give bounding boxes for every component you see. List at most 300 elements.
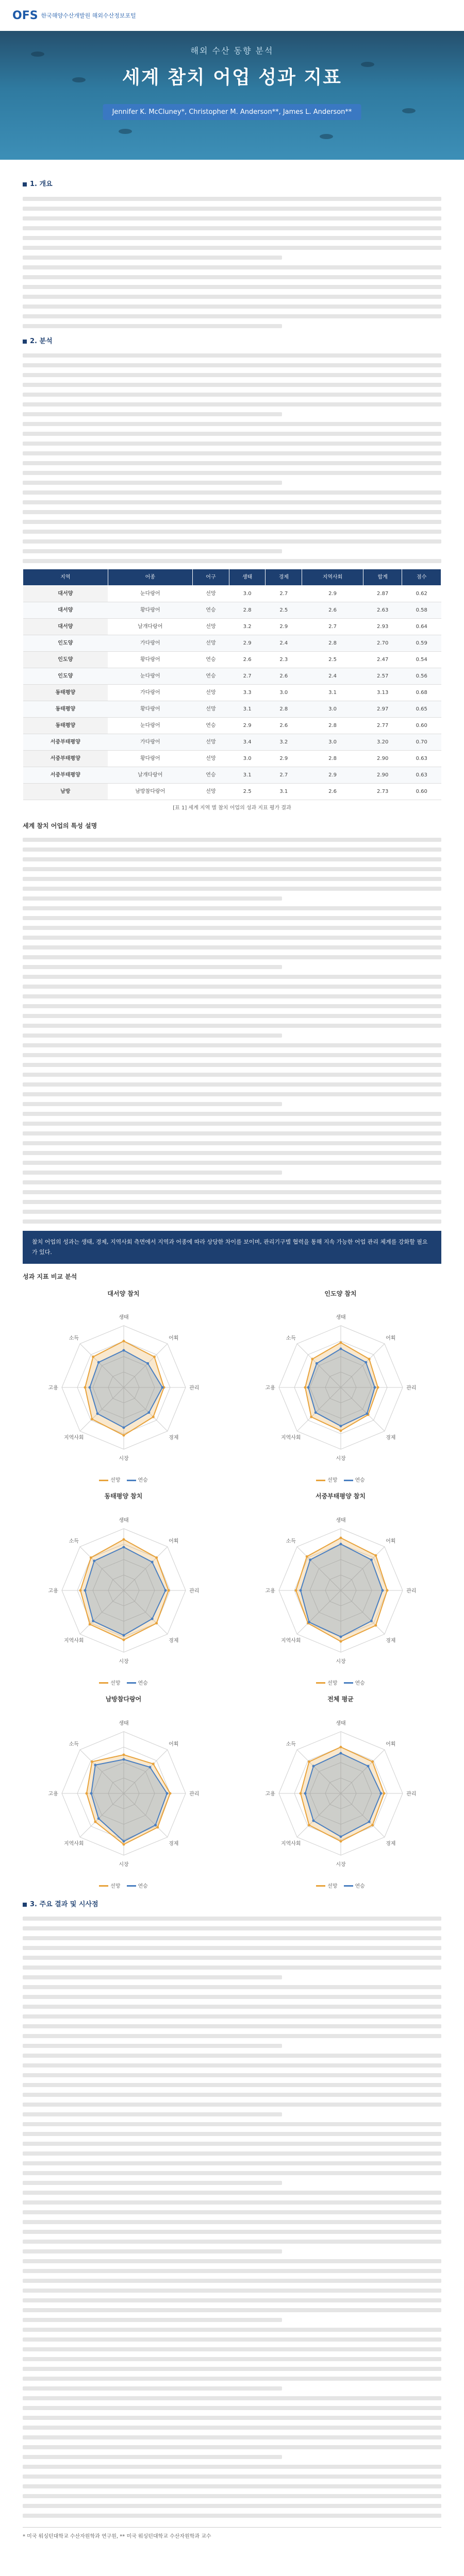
data-point — [339, 1745, 342, 1748]
performance-table — [23, 569, 441, 800]
text-line-placeholder — [23, 1092, 441, 1096]
legend-item: 연승 — [344, 1476, 365, 1485]
axis-label: 소득 — [69, 1335, 79, 1342]
text-block — [23, 1917, 441, 2518]
data-point — [371, 1760, 374, 1763]
table-cell: 2.8 — [302, 751, 363, 767]
table-header-row — [23, 569, 441, 586]
data-point — [164, 1589, 167, 1592]
table-cell: 2.9 — [266, 619, 302, 635]
table-header-cell: 합계 — [363, 569, 402, 586]
axis-label: 소득 — [286, 1741, 296, 1748]
text-line-placeholder — [23, 1033, 282, 1038]
axis-label: 어획 — [168, 1335, 178, 1342]
axis-label: 소득 — [286, 1335, 296, 1342]
table-cell: 황다랑어 — [108, 701, 193, 718]
axis-label: 경제 — [385, 1435, 395, 1442]
data-point — [88, 1623, 91, 1625]
radar-chart — [240, 1288, 441, 1486]
data-point — [88, 1386, 91, 1389]
text-line-placeholder — [23, 500, 441, 504]
chart-legend — [240, 1679, 441, 1688]
text-line-placeholder — [23, 2484, 441, 2488]
text-line-placeholder — [23, 867, 441, 871]
table-cell: 연승 — [193, 668, 229, 685]
data-point — [148, 1766, 151, 1768]
fish-decoration — [31, 52, 44, 57]
text-line-placeholder — [23, 2054, 441, 2058]
text-line-placeholder — [23, 1180, 441, 1184]
table-cell: 2.6 — [266, 718, 302, 734]
text-line-placeholder — [23, 985, 441, 989]
table-cell: 동태평양 — [23, 685, 108, 701]
axis-label: 경제 — [168, 1841, 178, 1847]
data-point — [307, 1621, 310, 1623]
table-cell: 2.93 — [363, 619, 402, 635]
axis-label: 고용 — [48, 1385, 58, 1392]
table-cell: 3.0 — [266, 685, 302, 701]
text-line-placeholder — [23, 2083, 441, 2087]
table-row — [23, 767, 441, 784]
text-line-placeholder — [23, 1946, 441, 1950]
data-point — [367, 1765, 369, 1767]
text-line-placeholder — [23, 461, 441, 465]
axis-label: 지역사회 — [63, 1638, 84, 1644]
data-point — [312, 1819, 314, 1822]
data-point — [339, 1543, 342, 1546]
axis-label: 소득 — [286, 1538, 296, 1545]
table-cell: 3.0 — [302, 734, 363, 751]
text-line-placeholder — [23, 2122, 441, 2126]
text-line-placeholder — [23, 471, 441, 475]
article-body — [0, 160, 464, 2541]
text-line-placeholder — [23, 2210, 441, 2214]
legend-item: 선망 — [99, 1882, 120, 1891]
table-cell: 2.73 — [363, 784, 402, 800]
legend-swatch — [127, 1885, 136, 1887]
fish-decoration — [361, 62, 374, 67]
table-row — [23, 751, 441, 767]
text-line-placeholder — [23, 2220, 441, 2224]
section-heading — [23, 1899, 441, 1911]
legend-swatch — [316, 1682, 325, 1684]
axis-label: 시장 — [335, 1658, 346, 1665]
text-line-placeholder — [23, 1043, 441, 1047]
data-point — [366, 1413, 368, 1415]
data-point — [90, 1760, 93, 1763]
text-line-placeholder — [23, 1936, 441, 1940]
table-cell: 황다랑어 — [108, 652, 193, 668]
data-point — [79, 1589, 81, 1592]
text-line-placeholder — [23, 2142, 441, 2146]
data-point — [339, 1430, 342, 1432]
text-line-placeholder — [23, 2455, 282, 2459]
text-line-placeholder — [23, 2318, 282, 2322]
axis-label: 고용 — [265, 1791, 275, 1797]
table-cell: 동태평양 — [23, 701, 108, 718]
legend-swatch — [316, 1885, 325, 1887]
axis-label: 지역사회 — [280, 1435, 301, 1442]
data-point — [122, 1840, 125, 1842]
radar-charts-grid — [23, 1288, 441, 1891]
table-row — [23, 685, 441, 701]
text-line-placeholder — [23, 383, 441, 387]
chart-legend — [23, 1476, 224, 1485]
table-cell: 가다랑어 — [108, 685, 193, 701]
data-point — [339, 1840, 342, 1842]
text-line-placeholder — [23, 2230, 441, 2234]
text-line-placeholder — [23, 207, 441, 211]
data-point — [97, 1361, 100, 1364]
legend-swatch — [127, 1682, 136, 1684]
legend-item: 연승 — [344, 1679, 365, 1688]
data-point — [307, 1824, 310, 1826]
text-line-placeholder — [23, 2445, 441, 2449]
text-line-placeholder — [23, 1014, 441, 1018]
data-point — [165, 1792, 168, 1794]
chart-title: 대서양 참치 — [107, 1290, 140, 1297]
text-line-placeholder — [23, 2337, 441, 2342]
table-cell: 2.8 — [302, 718, 363, 734]
text-line-placeholder — [23, 2504, 441, 2508]
data-point — [311, 1358, 313, 1361]
data-point — [154, 1824, 157, 1826]
text-line-placeholder — [23, 1161, 441, 1165]
authors-badge: Jennifer K. McCluney*, Christopher M. Anderson**, James L. Anderson** — [103, 104, 361, 120]
page-title: 세계 참치 어업 성과 지표 — [122, 67, 342, 88]
legend-item: 선망 — [99, 1476, 120, 1485]
radar-chart — [23, 1288, 224, 1486]
legend-swatch — [99, 1682, 108, 1684]
text-line-placeholder — [23, 197, 441, 201]
table-cell: 가다랑어 — [108, 734, 193, 751]
text-line-placeholder — [23, 2269, 441, 2273]
text-line-placeholder — [23, 1131, 441, 1136]
data-point — [339, 1537, 342, 1539]
data-point — [92, 1355, 94, 1358]
data-point — [84, 1386, 86, 1389]
data-point — [146, 1362, 149, 1365]
text-line-placeholder — [23, 490, 441, 495]
table-cell: 2.9 — [266, 751, 302, 767]
chart-legend — [240, 1882, 441, 1891]
text-line-placeholder — [23, 2298, 441, 2302]
text-line-placeholder — [23, 2308, 441, 2312]
data-point — [307, 1386, 309, 1389]
data-point — [155, 1556, 158, 1559]
axis-label: 어획 — [385, 1335, 395, 1342]
table-cell: 2.9 — [229, 635, 266, 652]
data-point — [152, 1416, 154, 1418]
text-line-placeholder — [23, 520, 441, 524]
axis-label: 관리 — [189, 1588, 199, 1595]
table-cell: 3.20 — [363, 734, 402, 751]
data-point — [94, 1820, 96, 1823]
axis-label: 관리 — [189, 1385, 199, 1392]
axis-label: 지역사회 — [280, 1841, 301, 1847]
text-line-placeholder — [23, 2200, 441, 2205]
text-line-placeholder — [23, 2024, 441, 2028]
text-line-placeholder — [23, 2093, 441, 2097]
chart-title: 남방참다랑어 — [105, 1695, 142, 1703]
text-line-placeholder — [23, 246, 441, 250]
text-line-placeholder — [23, 2328, 441, 2332]
axis-label: 관리 — [406, 1385, 416, 1392]
text-line-placeholder — [23, 1102, 282, 1106]
axis-label: 생태 — [118, 1315, 129, 1321]
data-point — [373, 1386, 376, 1389]
legend-swatch — [99, 1885, 108, 1887]
data-point — [161, 1386, 163, 1389]
text-line-placeholder — [23, 1200, 441, 1204]
table-cell: 0.54 — [402, 652, 441, 668]
text-line-placeholder — [23, 559, 441, 563]
axis-label: 경제 — [168, 1638, 178, 1644]
table-row — [23, 701, 441, 718]
table-cell: 2.5 — [302, 652, 363, 668]
data-point — [307, 1760, 310, 1763]
axis-label: 지역사회 — [280, 1638, 301, 1644]
radar-svg — [26, 1300, 222, 1470]
hero-banner — [0, 31, 464, 160]
legend-item: 선망 — [316, 1882, 337, 1891]
radar-chart — [240, 1490, 441, 1688]
data-point — [169, 1792, 171, 1794]
section-title: 3. 주요 결과 및 시사점 — [30, 1900, 98, 1908]
table-cell: 2.3 — [266, 652, 302, 668]
legend-swatch — [316, 1480, 325, 1481]
text-line-placeholder — [23, 936, 441, 940]
table-cell: 0.70 — [402, 734, 441, 751]
table-cell: 황다랑어 — [108, 751, 193, 767]
text-line-placeholder — [23, 1053, 441, 1057]
data-point — [339, 1640, 342, 1643]
legend-swatch — [344, 1682, 353, 1684]
table-header-cell: 경제 — [266, 569, 302, 586]
text-line-placeholder — [23, 1024, 441, 1028]
table-row — [23, 784, 441, 800]
data-point — [309, 1558, 311, 1561]
text-line-placeholder — [23, 422, 441, 426]
text-line-placeholder — [23, 1210, 441, 1214]
text-line-placeholder — [23, 975, 441, 979]
table-cell: 대서양 — [23, 586, 108, 602]
table-header-cell: 지역사회 — [302, 569, 363, 586]
data-point — [84, 1589, 86, 1592]
radar-svg — [243, 1503, 439, 1673]
data-point — [339, 1348, 342, 1350]
text-line-placeholder — [23, 442, 441, 446]
table-cell: 인도양 — [23, 635, 108, 652]
table-cell: 2.7 — [266, 586, 302, 602]
logo-subtitle: 한국해양수산개발원 해외수산정보포털 — [41, 12, 136, 19]
axis-label: 소득 — [69, 1538, 79, 1545]
legend-swatch — [127, 1480, 136, 1481]
table-cell: 2.77 — [363, 718, 402, 734]
chart-title: 인도양 참치 — [324, 1290, 357, 1297]
table-cell: 2.6 — [229, 652, 266, 668]
data-point — [122, 1349, 125, 1352]
text-line-placeholder — [23, 2367, 441, 2371]
text-line-placeholder — [23, 373, 441, 377]
text-line-placeholder — [23, 226, 441, 230]
data-point — [122, 1340, 125, 1343]
fish-decoration — [119, 129, 132, 134]
table-cell: 인도양 — [23, 668, 108, 685]
data-point — [155, 1622, 158, 1624]
chart-legend — [240, 1476, 441, 1485]
text-line-placeholder — [23, 236, 441, 240]
table-cell: 3.1 — [266, 784, 302, 800]
data-point — [93, 1560, 95, 1562]
legend-item: 선망 — [316, 1679, 337, 1688]
table-row — [23, 635, 441, 652]
data-point — [90, 1792, 92, 1794]
table-cell: 0.63 — [402, 751, 441, 767]
axis-label: 지역사회 — [63, 1841, 84, 1847]
text-line-placeholder — [23, 857, 441, 861]
table-cell: 0.62 — [402, 586, 441, 602]
table-cell: 선망 — [193, 734, 229, 751]
table-header-cell: 지역 — [23, 569, 108, 586]
data-point — [312, 1765, 314, 1767]
table-caption: [표 1] 세계 지역 별 참치 어업의 성과 지표 평가 결과 — [173, 805, 291, 811]
highlight-callout: 참치 어업의 성과는 생태, 경제, 지역사회 측면에서 지역과 어종에 따라 상당한 차이를 보이며, 관리기구별 협력을 통해 지속 가능한 어업 관리 체계를 강화할 필요가 있다. — [23, 1231, 441, 1264]
axis-label: 경제 — [385, 1638, 395, 1644]
data-point — [94, 1764, 96, 1766]
text-line-placeholder — [23, 2249, 282, 2253]
data-point — [364, 1361, 367, 1364]
table-cell: 3.1 — [229, 767, 266, 784]
text-line-placeholder — [23, 1122, 441, 1126]
data-point — [304, 1386, 306, 1389]
data-point — [122, 1753, 125, 1756]
text-line-placeholder — [23, 216, 441, 221]
data-point — [371, 1824, 374, 1826]
chart-title: 전체 평균 — [327, 1695, 354, 1703]
text-line-placeholder — [23, 2396, 441, 2400]
data-point — [122, 1758, 125, 1760]
table-cell: 2.8 — [229, 602, 266, 619]
axis-label: 시장 — [118, 1861, 129, 1868]
table-cell: 3.3 — [229, 685, 266, 701]
table-cell: 황다랑어 — [108, 602, 193, 619]
text-line-placeholder — [23, 1073, 441, 1077]
text-line-placeholder — [23, 393, 441, 397]
table-cell: 선망 — [193, 751, 229, 767]
square-bullet-icon — [23, 182, 27, 187]
data-point — [122, 1427, 125, 1429]
data-point — [151, 1618, 153, 1620]
axis-label: 생태 — [335, 1720, 346, 1726]
table-row — [23, 668, 441, 685]
text-line-placeholder — [23, 1985, 441, 1989]
data-point — [383, 1792, 385, 1794]
data-point — [122, 1639, 125, 1641]
text-line-placeholder — [23, 955, 441, 959]
text-line-placeholder — [23, 530, 441, 534]
axis-label: 시장 — [335, 1456, 346, 1462]
legend-swatch — [344, 1480, 353, 1481]
text-line-placeholder — [23, 838, 441, 842]
axis-label: 고용 — [48, 1791, 58, 1797]
section-heading — [23, 178, 441, 191]
axis-label: 시장 — [118, 1456, 129, 1462]
text-line-placeholder — [23, 887, 441, 891]
text-line-placeholder — [23, 275, 441, 279]
text-line-placeholder — [23, 2435, 441, 2439]
data-point — [152, 1762, 154, 1765]
axis-label: 생태 — [335, 1518, 346, 1524]
table-cell: 0.65 — [402, 701, 441, 718]
table-cell: 날개다랑어 — [108, 619, 193, 635]
radar-svg — [26, 1503, 222, 1673]
table-cell: 2.4 — [302, 668, 363, 685]
data-point — [89, 1556, 92, 1559]
section-title: 1. 개요 — [30, 180, 53, 188]
table-cell: 0.68 — [402, 685, 441, 701]
legend-swatch — [99, 1480, 108, 1481]
radar-chart — [240, 1693, 441, 1891]
text-line-placeholder — [23, 1082, 441, 1087]
text-line-placeholder — [23, 1004, 441, 1008]
table-cell: 날개다랑어 — [108, 767, 193, 784]
radar-svg — [243, 1706, 439, 1876]
text-line-placeholder — [23, 2514, 441, 2518]
table-cell: 2.90 — [363, 767, 402, 784]
data-point — [90, 1418, 93, 1420]
series-label: 해외 수산 동향 분석 — [190, 46, 274, 56]
text-line-placeholder — [23, 432, 441, 436]
table-cell: 3.13 — [363, 685, 402, 701]
axis-label: 생태 — [118, 1720, 129, 1726]
table-cell: 2.7 — [302, 619, 363, 635]
table-cell: 2.97 — [363, 701, 402, 718]
logo[interactable] — [12, 9, 136, 22]
axis-label: 어획 — [168, 1741, 178, 1748]
table-cell: 동태평양 — [23, 718, 108, 734]
axis-label: 고용 — [48, 1588, 58, 1595]
text-line-placeholder — [23, 2465, 441, 2469]
text-line-placeholder — [23, 2151, 441, 2156]
legend-item: 선망 — [316, 1476, 337, 1485]
data-point — [374, 1554, 377, 1557]
table-cell: 0.56 — [402, 668, 441, 685]
table-cell: 2.5 — [229, 784, 266, 800]
text-line-placeholder — [23, 1219, 441, 1224]
table-cell: 선망 — [193, 701, 229, 718]
text-line-placeholder — [23, 402, 441, 406]
text-line-placeholder — [23, 896, 282, 901]
text-line-placeholder — [23, 2406, 441, 2410]
data-point — [379, 1792, 382, 1794]
text-line-placeholder — [23, 1965, 441, 1970]
radar-svg — [243, 1300, 439, 1470]
text-line-placeholder — [23, 2494, 441, 2498]
text-line-placeholder — [23, 1063, 441, 1067]
data-point — [310, 1416, 312, 1418]
text-line-placeholder — [23, 265, 441, 269]
table-cell: 3.4 — [229, 734, 266, 751]
subsection-title: 세계 참치 어업의 특성 설명 — [23, 822, 97, 830]
table-cell: 눈다랑어 — [108, 668, 193, 685]
text-line-placeholder — [23, 2161, 441, 2165]
radar-chart — [23, 1693, 224, 1891]
text-line-placeholder — [23, 2259, 441, 2263]
text-line-placeholder — [23, 2044, 282, 2048]
table-cell: 연승 — [193, 652, 229, 668]
data-point — [85, 1792, 88, 1794]
